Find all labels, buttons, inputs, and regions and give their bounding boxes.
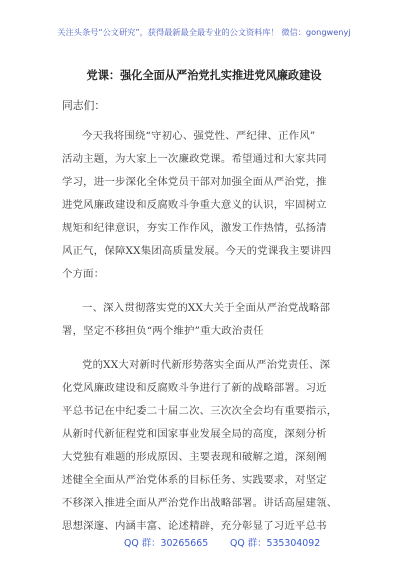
body-line: 化党风廉政建设和反腐败斗争进行了新的战略部署。习近 (62, 382, 327, 394)
footer-qq-group-left: QQ 群：30265665 (124, 538, 209, 549)
body-line: 规矩和纪律意识，夯实工作作风，激发工作热情，弘扬清 (62, 222, 327, 234)
header-notice: 关注头条号“公文研究”，获得最新最全最专业的公文资料库！ 微信：gongwenyj (57, 27, 351, 37)
section-heading: 一、深入贯彻落实党的XX大关于全面从严治党战略部 (82, 302, 331, 314)
body-line: 思想深邃、内涵丰富、论述精辟，充分彰显了习近平总书 (62, 520, 327, 532)
body-line: 风正气，保障XX集团高质量发展。今天的党课我主要讲四 (62, 245, 332, 257)
document-title: 党课：强化全面从严治党扎实推进党风廉政建设 (86, 68, 322, 82)
section-heading: 署，坚定不移担负“两个维护”重大政治责任 (62, 325, 264, 337)
body-line: 述健全全面从严治党体系的目标任务、实践要求，对坚定 (62, 474, 327, 486)
body-line: 个方面： (62, 268, 105, 280)
footer-qq-group-right: QQ 群：535304092 (230, 538, 321, 549)
body-line: 党的XX大对新时代新形势落实全面从严治党责任、深 (82, 359, 331, 371)
body-line: 平总书记在中纪委二十届二次、三次次全会均有重要指示， (62, 405, 338, 417)
body-line: 活动主题，为大家上一次廉政党课。希望通过和大家共同 (62, 153, 327, 165)
body-line: 从新时代新征程党和国家事业发展全局的高度，深刻分析 (62, 428, 327, 440)
body-line: 进党风廉政建设和反腐败斗争重大意义的认识，牢固树立 (62, 199, 327, 211)
body-line: 大党独有难题的形成原因、主要表现和破解之道，深刻阐 (62, 451, 327, 463)
body-line: 学习，进一步深化全体党员干部对加强全面从严治党，推 (62, 176, 327, 188)
salutation: 同志们： (62, 99, 106, 112)
body-line: 不移深入推进全面从严治党作出战略部署。讲话高屋建瓴、 (62, 497, 338, 509)
body-line: 今天我将围绕“守初心、强党性、严纪律、正作风” (82, 130, 316, 142)
